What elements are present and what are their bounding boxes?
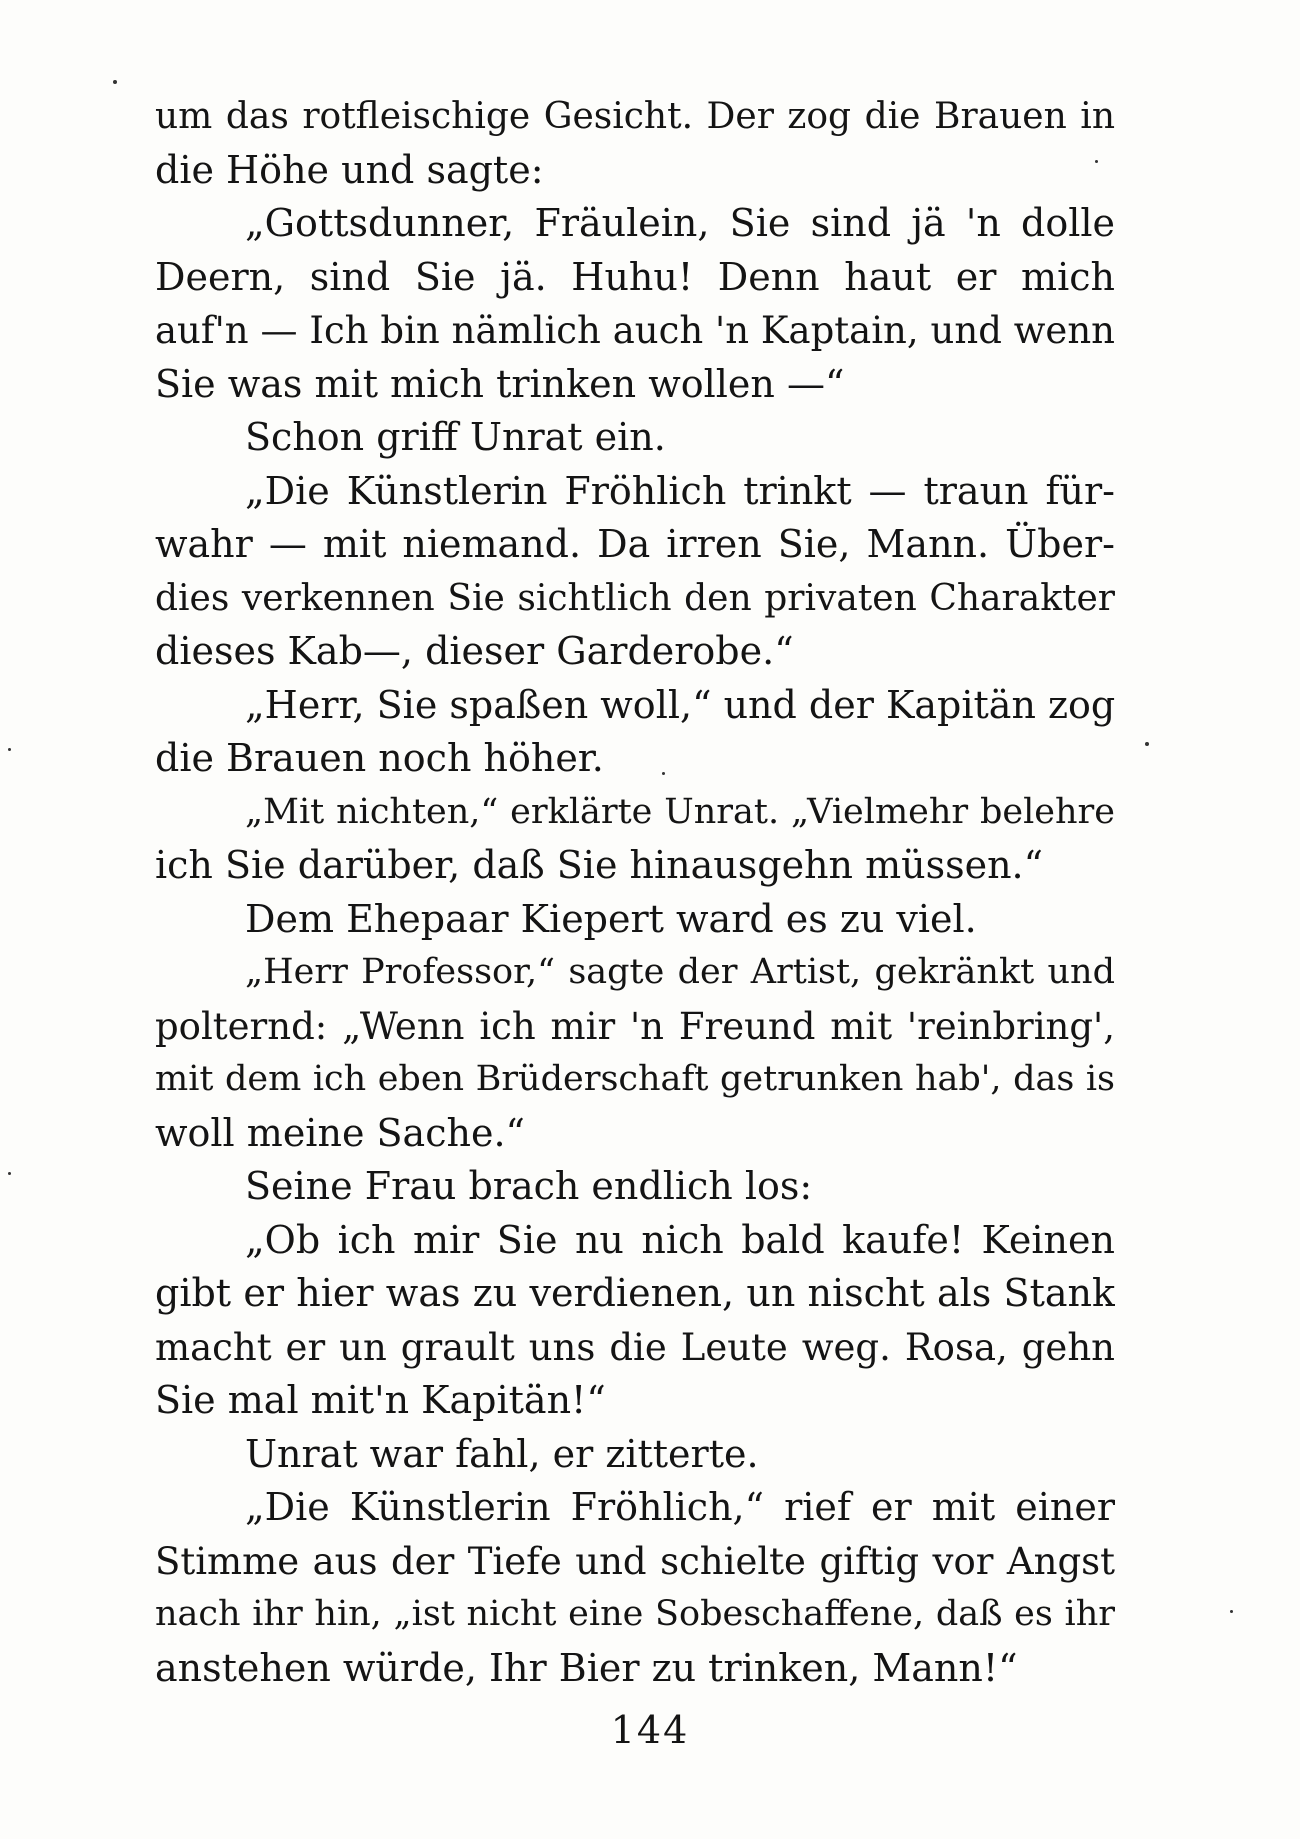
- text-line: Sie mal mit'n Kapitän!“: [155, 1378, 606, 1422]
- text-line: Stimme aus der Tiefe und schielte giftig vor Angst: [155, 1539, 1115, 1583]
- scan-speck: [662, 772, 665, 775]
- scan-speck: [8, 1172, 11, 1175]
- text-line: „Herr, Sie spaßen woll,“ und der Kapitän zog: [245, 682, 1115, 727]
- text-line: macht er un grault uns die Leute weg. Rosa, gehn: [155, 1325, 1115, 1369]
- text-line: Seine Frau brach endlich los:: [245, 1164, 813, 1208]
- text-line: die Höhe und sagte:: [155, 147, 544, 192]
- text-line: „Die Künstlerin Fröhlich trinkt — traun für-: [245, 468, 1115, 513]
- scan-speck: [1095, 160, 1098, 163]
- text-line: Sie was mit mich trinken wollen —“: [155, 361, 845, 406]
- text-line: gibt er hier was zu verdienen, un nischt als Stank: [155, 1271, 1115, 1315]
- text-line: dies verkennen Sie sichtlich den privaten Charakter: [155, 577, 1115, 619]
- text-line: die Brauen noch höher.: [155, 736, 604, 780]
- text-line: „Ob ich mir Sie nu nich bald kaufe! Keinen: [245, 1217, 1115, 1262]
- scan-speck: [1145, 742, 1149, 746]
- text-line: woll meine Sache.“: [155, 1110, 525, 1155]
- text-line: Schon griff Unrat ein.: [245, 415, 666, 459]
- text-line: nach ihr hin, „ist nicht eine Sobeschaffene, daß es ihr: [155, 1594, 1115, 1634]
- scan-speck: [8, 748, 11, 751]
- text-line: um das rotfleischige Gesicht. Der zog die Brauen in: [155, 96, 1115, 137]
- scan-speck: [113, 80, 117, 84]
- text-line: dieses Kab—, dieser Garderobe.“: [155, 629, 794, 673]
- body-text: [155, 90, 1115, 1695]
- text-line: polternd: „Wenn ich mir 'n Freund mit 'reinbring',: [155, 1004, 1115, 1048]
- text-line: auf'n — Ich bin nämlich auch 'n Kaptain, und wenn: [155, 309, 1115, 352]
- text-line: mit dem ich eben Brüderschaft getrunken hab', das is: [155, 1059, 1115, 1099]
- page-number: 144: [610, 1708, 690, 1752]
- text-line: „Die Künstlerin Fröhlich,“ rief er mit einer: [245, 1485, 1115, 1529]
- text-line: wahr — mit niemand. Da irren Sie, Mann. Über-: [155, 522, 1115, 566]
- text-line: anstehen würde, Ihr Bier zu trinken, Mann!“: [155, 1645, 1018, 1690]
- text-line: Deern, sind Sie jä. Huhu! Denn haut er mich: [155, 254, 1115, 299]
- text-line: Dem Ehepaar Kiepert ward es zu viel.: [245, 896, 977, 941]
- text-line: „Gottsdunner, Fräulein, Sie sind jä 'n dolle: [245, 201, 1115, 245]
- text-line: ich Sie darüber, daß Sie hinausgehn müssen.“: [155, 843, 1044, 887]
- scan-speck: [1230, 1610, 1233, 1613]
- text-line: „Mit nichten,“ erklärte Unrat. „Vielmehr belehre: [245, 791, 1115, 832]
- text-line: Unrat war fahl, er zitterte.: [245, 1431, 759, 1476]
- text-line: „Herr Professor,“ sagte der Artist, gekränkt und: [245, 952, 1115, 992]
